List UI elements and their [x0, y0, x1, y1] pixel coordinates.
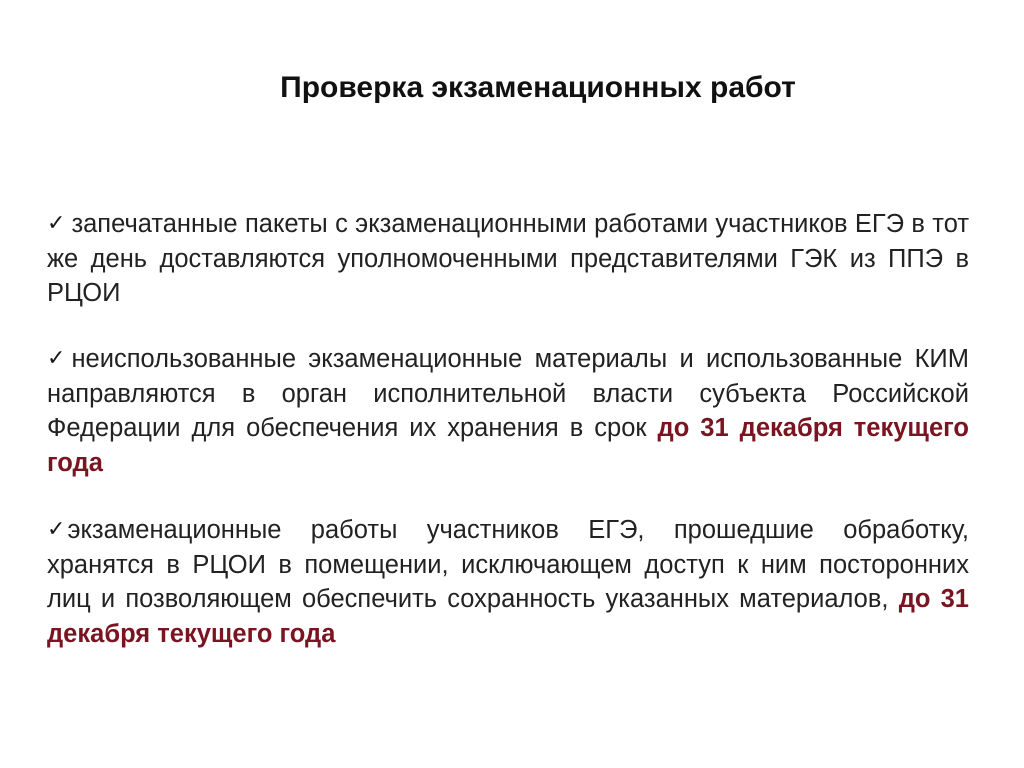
bullet-item: [47, 513, 969, 651]
bullet-item: [47, 207, 969, 311]
bullet-text: неиспользованные экзаменационные материалы и использованные КИМ направляются в орган исполнительной власти субъекта Российской Федерации для обеспечения их хранения в срок: [47, 345, 969, 442]
slide-title: Проверка экзаменационных работ: [280, 71, 796, 104]
bullet-item: [47, 342, 969, 480]
check-mark-icon: ✓: [47, 346, 66, 371]
check-mark-icon: ✓: [47, 211, 66, 236]
bullet-text: запечатанные пакеты с экзаменационными работами участников ЕГЭ в тот же день доставляются уполномоченными представителями ГЭК из ППЭ в РЦОИ: [47, 210, 969, 307]
check-mark-icon: ✓: [47, 517, 66, 542]
bullet-text: экзаменационные работы участников ЕГЭ, прошедшие обработку, хранятся в РЦОИ в помещении, исключающем доступ к ним посторонних лиц и позволяющем обеспечить сохранность указанных материалов,: [47, 516, 969, 613]
deadline-emphasis: до 31 декабря текущего года: [47, 414, 969, 477]
deadline-emphasis: до 31 декабря текущего года: [47, 585, 969, 648]
